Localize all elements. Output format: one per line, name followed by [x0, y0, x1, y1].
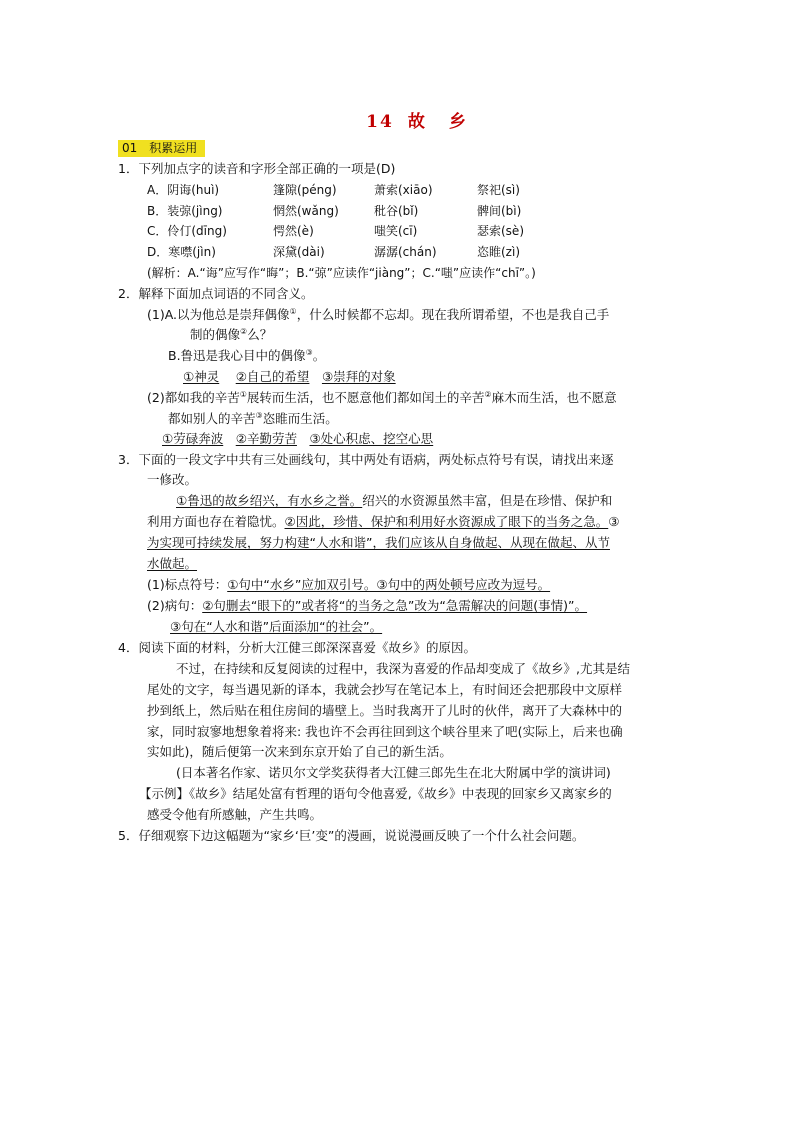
underlined-sentence: 水做起。 [147, 556, 198, 571]
answer-text: ③句在“人水和谐”后面添加“的社会”。 [170, 619, 383, 634]
q3-text: ③ [608, 514, 620, 529]
q1-option-c-3: 嗤笑(cī) [374, 224, 418, 238]
answer-text: ②自己的希望 [235, 369, 310, 384]
footnote-mark: ③ [255, 411, 263, 420]
q1-option-c-1: C．伶仃(dīng) [147, 224, 227, 238]
q4-source: (日本著名作家、诺贝尔文学奖获得者大江健三郎先生在北大附属中学的演讲词) [176, 765, 611, 780]
q4-material-line4: 家，同时寂寥地想象着将来: 我也许不会再往回到这个峡谷里来了吧(实际上，后来也确 [147, 724, 623, 739]
q2-text: (2)都如我的辛苦 [147, 390, 240, 405]
q1-analysis: (解析：A.“诲”应写作“晦”；B.“弶”应读作“jiàng”；C.“嗤”应读作“chī”。) [147, 266, 536, 280]
q2-text: 都如别人的辛苦 [168, 411, 256, 426]
q2-text: (1)A.以为他总是崇拜偶像 [147, 307, 290, 322]
q2-text: 制的偶像 [190, 327, 241, 342]
q2-part1-a-line1 [147, 307, 609, 323]
q2-stem: 2．解释下面加点词语的不同含义。 [118, 286, 314, 301]
q4-material-line3: 抄到纸上，然后贴在租住房间的墙壁上。当时我离开了儿时的伙伴，离开了大森林中的 [147, 703, 623, 718]
answer-text: ①神灵 [183, 369, 220, 384]
q3-passage-line1 [176, 493, 612, 509]
footnote-mark: ② [484, 390, 492, 399]
underlined-sentence: 为实现可持续发展，努力构建“人水和谐”，我们应该从自身做起、从现在做起、从节 [147, 535, 610, 550]
q2-part1-b [168, 348, 325, 364]
q3-text: 绍兴的水资源虽然丰富，但是在珍惜、保护和 [362, 493, 613, 508]
q2-answer-2 [162, 431, 433, 447]
q1-stem: 1．下列加点字的读音和字形全部正确的一项是(D) [118, 161, 396, 176]
answer-label: (1)标点符号： [147, 577, 228, 592]
q1-option-b-2: 惘然(wǎng) [273, 204, 339, 218]
q5-stem: 5．仔细观察下边这幅题为“家乡‘巨’变”的漫画，说说漫画反映了一个什么社会问题。 [118, 828, 585, 843]
footnote-mark: ① [239, 390, 247, 399]
q4-stem: 4．阅读下面的材料，分析大江健三郎深深喜爱《故乡》的原因。 [118, 640, 476, 655]
answer-label: (2)病句： [147, 598, 203, 613]
footnote-mark: ② [240, 327, 248, 336]
q1-option-b-1: B．装弶(jìng) [147, 204, 223, 218]
q2-text: 。 [312, 348, 326, 363]
footnote-mark: ③ [305, 348, 313, 357]
q2-text: 恣睢而生活。 [262, 411, 338, 426]
answer-text: ②句删去“眼下的”或者将“的当务之急”改为“急需解决的问题(事情)”。 [202, 598, 588, 613]
q4-material-line2: 尾处的文字，每当遇见新的译本，我就会抄写在笔记本上，有时间还会把那段中文原样 [147, 682, 623, 697]
q1-option-c-4: 瑟索(sè) [477, 224, 524, 238]
q4-example-line1: 【示例】《故乡》结尾处富有哲理的语句令他喜爱,《故乡》中表现的回家乡又离家乡的 [139, 786, 612, 801]
q3-passage-line3 [147, 535, 610, 551]
q3-text: 利用方面也存在着隐忧。 [147, 514, 285, 529]
q4-material-line5: 实如此)，随后便第一次来到东京开始了自己的新生活。 [147, 744, 452, 759]
q1-option-b-4: 髀间(bì) [477, 204, 522, 218]
answer-text: ①句中“水乡”应加双引号。③句中的两处顿号应改为逗号。 [227, 577, 551, 592]
underlined-sentence: ②因此，珍惜、保护和利用好水资源成了眼下的当务之急。 [284, 514, 609, 529]
title-number: 14 [366, 112, 394, 132]
underlined-sentence: ①鲁迅的故乡绍兴，有水乡之誉。 [176, 493, 363, 508]
q2-part1-a-line2 [190, 327, 272, 343]
title-word-2: 乡 [448, 112, 468, 132]
q1-option-a-2: 篷隙(péng) [273, 183, 337, 197]
q2-part2-line1 [147, 390, 617, 406]
q2-text: 展转而生活，也不愿意他们都如闰土的辛苦 [246, 390, 485, 405]
q4-example-line2: 感受令他有所感触，产生共鸣。 [147, 807, 323, 822]
section-heading: 01 积累运用 [118, 140, 205, 157]
q1-option-a-4: 祭祀(sì) [477, 183, 520, 197]
answer-text: ①劳碌奔波 [162, 431, 224, 446]
q1-option-d-1: D．寒噤(jìn) [147, 245, 216, 259]
q3-passage-line4 [147, 556, 197, 572]
page-title [0, 107, 794, 132]
q3-passage-line2 [147, 514, 619, 530]
answer-text: ②辛勤劳苦 [235, 431, 297, 446]
q4-material-line1: 不过，在持续和反复阅读的过程中，我深为喜爱的作品却变成了《故乡》,尤其是结 [176, 661, 630, 676]
q1-option-d-2: 深黛(dài) [273, 245, 325, 259]
q2-answer-1 [183, 369, 396, 385]
title-word-1: 故 [407, 112, 427, 132]
q2-text: ，什么时候都不忘却。现在我所谓希望，不也是我自己手 [296, 307, 610, 322]
q2-part2-line2 [168, 411, 338, 427]
q2-text: B.鲁迅是我心目中的偶像 [168, 348, 306, 363]
answer-text: ③崇拜的对象 [321, 369, 396, 384]
q3-answer-sentence [147, 598, 587, 614]
q3-stem-line1: 3．下面的一段文字中共有三处画线句，其中两处有语病，两处标点符号有误，请找出来逐 [118, 452, 614, 467]
q2-text: 麻木而生活，也不愿意 [491, 390, 617, 405]
q1-option-a-1: A．阴诲(huì) [147, 183, 220, 197]
q3-answer-punctuation [147, 577, 550, 593]
q1-option-c-2: 愕然(è) [273, 224, 314, 238]
q1-option-b-3: 秕谷(bǐ) [374, 204, 419, 218]
q1-option-d-3: 潺潺(chán) [374, 245, 437, 259]
answer-text: ③处心积虑、挖空心思 [309, 431, 434, 446]
q1-option-a-3: 萧索(xiāo) [374, 183, 433, 197]
q3-answer-sentence-2 [170, 619, 382, 635]
q2-text: 么？ [247, 327, 273, 342]
q3-stem-line2: 一修改。 [147, 472, 198, 487]
footnote-mark: ① [289, 307, 297, 316]
q1-option-d-4: 恣睢(zì) [477, 245, 520, 259]
